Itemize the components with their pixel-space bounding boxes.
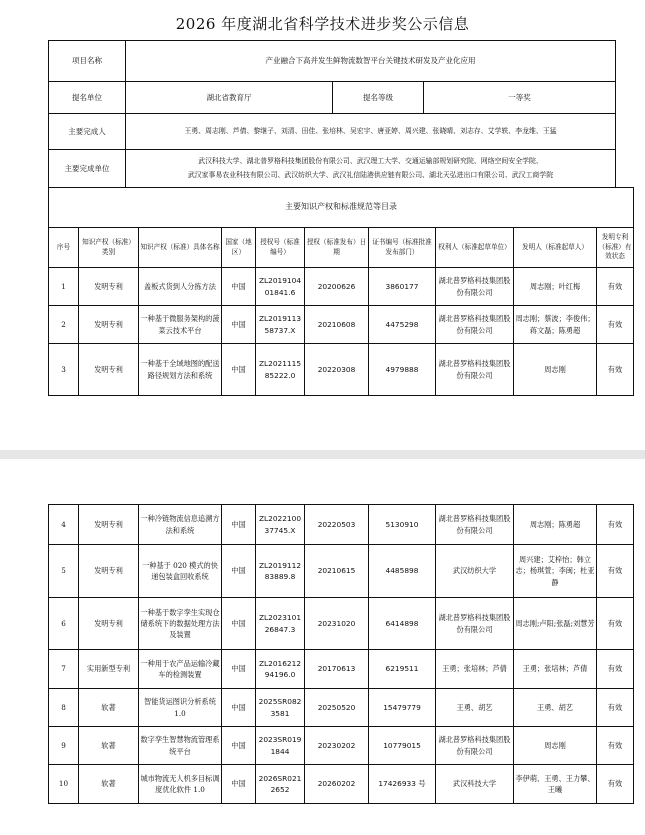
cell-type: 发明专利 bbox=[79, 545, 139, 598]
cell-name: 一种基于微服务架构的菠菜云技术平台 bbox=[139, 306, 222, 344]
cell-name: 盖板式货到人分拣方法 bbox=[139, 268, 222, 306]
cell-no: 6 bbox=[49, 598, 79, 650]
project-name-label: 项目名称 bbox=[49, 41, 126, 82]
cell-holder: 武汉纺织大学 bbox=[436, 545, 514, 598]
cell-date: 20210608 bbox=[305, 306, 369, 344]
cell-date: 20250520 bbox=[305, 689, 369, 727]
cell-auth-no: 2025SR0823581 bbox=[256, 689, 305, 727]
cell-cert: 4485898 bbox=[369, 545, 436, 598]
main-units-line-2: 武汉家事易农业科技有限公司、武汉纺织大学、武汉礼信陆港供应链有限公司、湖北天弘进出口有限公司、武汉工商学院 bbox=[187, 170, 554, 179]
cell-status: 有效 bbox=[597, 268, 634, 306]
cell-country: 中国 bbox=[222, 765, 256, 804]
nominator-label: 提名单位 bbox=[49, 82, 126, 114]
col-header-status: 发明专利（标准）有效状态 bbox=[597, 228, 634, 268]
cell-country: 中国 bbox=[222, 598, 256, 650]
table-row bbox=[49, 727, 634, 765]
nominator-value: 湖北省教育厅 bbox=[126, 82, 333, 114]
cell-type: 发明专利 bbox=[79, 598, 139, 650]
cell-inventors: 周志刚；蔡波；李俊伟；蒋文磊；陈勇超 bbox=[514, 306, 597, 344]
cell-inventors: 周志刚 bbox=[514, 344, 597, 396]
cell-inventors: 王勇；张培林；芦倩 bbox=[514, 650, 597, 689]
cell-no: 3 bbox=[49, 344, 79, 396]
document-title: 2026 年度湖北省科学技术进步奖公示信息 bbox=[175, 15, 470, 33]
cell-name: 一种基于 020 模式的快递包装盒回收系统 bbox=[139, 545, 222, 598]
cell-name: 一种用于农产品运输冷藏车的检测装置 bbox=[139, 650, 222, 689]
cell-no: 1 bbox=[49, 268, 79, 306]
cell-cert: 5130910 bbox=[369, 505, 436, 545]
cell-country: 中国 bbox=[222, 727, 256, 765]
cell-type: 发明专利 bbox=[79, 344, 139, 396]
cell-name: 一种冷链物流信息追溯方法和系统 bbox=[139, 505, 222, 545]
cell-auth-no: 2026SR0212652 bbox=[256, 765, 305, 804]
cell-date: 20231020 bbox=[305, 598, 369, 650]
table-row bbox=[49, 306, 634, 344]
cell-status: 有效 bbox=[597, 727, 634, 765]
cell-holder: 湖北普罗格科技集团股份有限公司 bbox=[436, 306, 514, 344]
cell-status: 有效 bbox=[597, 505, 634, 545]
cell-no: 4 bbox=[49, 505, 79, 545]
cell-no: 2 bbox=[49, 306, 79, 344]
cell-no: 10 bbox=[49, 765, 79, 804]
col-header-auth-no: 授权号（标准编号） bbox=[256, 228, 305, 268]
project-info-table bbox=[48, 40, 616, 188]
col-header-type: 知识产权（标准）类别 bbox=[79, 228, 139, 268]
cell-inventors: 李伊萌、王勇、王力攀、王曦 bbox=[514, 765, 597, 804]
col-header-country: 国家（地区） bbox=[222, 228, 256, 268]
cell-status: 有效 bbox=[597, 765, 634, 804]
cell-inventors: 周志刚；叶红梅 bbox=[514, 268, 597, 306]
cell-status: 有效 bbox=[597, 545, 634, 598]
cell-no: 9 bbox=[49, 727, 79, 765]
table-row bbox=[49, 545, 634, 598]
main-contributors-row bbox=[49, 114, 616, 150]
project-name-value: 产业融合下高并发生鲜物流数智平台关键技术研发及产业化应用 bbox=[126, 41, 616, 82]
nomination-level-value: 一等奖 bbox=[424, 82, 616, 114]
table-row bbox=[49, 765, 634, 804]
cell-status: 有效 bbox=[597, 650, 634, 689]
cell-inventors: 周志刚;卢阳;张磊;刘慧芳 bbox=[514, 598, 597, 650]
cell-country: 中国 bbox=[222, 306, 256, 344]
cell-country: 中国 bbox=[222, 650, 256, 689]
cell-type: 发明专利 bbox=[79, 505, 139, 545]
cell-country: 中国 bbox=[222, 545, 256, 598]
cell-country: 中国 bbox=[222, 268, 256, 306]
cell-auth-no: ZL202111585222.0 bbox=[256, 344, 305, 396]
cell-inventors: 周志刚；陈勇超 bbox=[514, 505, 597, 545]
cell-type: 发明专利 bbox=[79, 306, 139, 344]
cell-cert: 4979888 bbox=[369, 344, 436, 396]
cell-cert: 4475298 bbox=[369, 306, 436, 344]
main-units-label: 主要完成单位 bbox=[49, 150, 126, 188]
cell-date: 20220308 bbox=[305, 344, 369, 396]
cell-cert: 17426933 号 bbox=[369, 765, 436, 804]
nominator-row bbox=[49, 82, 616, 114]
table-row bbox=[49, 598, 634, 650]
ip-section-title: 主要知识产权和标准规范等目录 bbox=[49, 188, 634, 228]
cell-cert: 3860177 bbox=[369, 268, 436, 306]
table-row bbox=[49, 650, 634, 689]
nomination-level-label: 提名等级 bbox=[333, 82, 424, 114]
cell-auth-no: 2023SR0191844 bbox=[256, 727, 305, 765]
cell-date: 20170613 bbox=[305, 650, 369, 689]
cell-inventors: 王勇、胡艺 bbox=[514, 689, 597, 727]
col-header-date: 授权（标准发布）日期 bbox=[305, 228, 369, 268]
main-contributors-value: 王勇、周志刚、芦倩、黎继子、刘清、田佳、张培林、吴宏宇、唐亚婷、周兴建、张晓晴、刘志存、艾学轶、李龙维、王猛 bbox=[126, 114, 616, 150]
cell-inventors: 周兴建；艾梓怡；韩立志；杨琪萱；李闽；杜亚静 bbox=[514, 545, 597, 598]
cell-name: 一种基于数字孪生实现仓储系统下的数据处理方法及装置 bbox=[139, 598, 222, 650]
cell-country: 中国 bbox=[222, 344, 256, 396]
main-contributors-label: 主要完成人 bbox=[49, 114, 126, 150]
cell-auth-no: ZL201621294196.0 bbox=[256, 650, 305, 689]
cell-status: 有效 bbox=[597, 598, 634, 650]
table-row bbox=[49, 268, 634, 306]
cell-no: 8 bbox=[49, 689, 79, 727]
cell-auth-no: ZL201911358737.X bbox=[256, 306, 305, 344]
main-units-line-1: 武汉科技大学、湖北普罗格科技集团股份有限公司、武汉理工大学、交通运输部规划研究院、网络空间安全学院、 bbox=[198, 157, 543, 166]
cell-date: 20260202 bbox=[305, 765, 369, 804]
cell-name: 城市物流无人机多目标调度优化软件 1.0 bbox=[139, 765, 222, 804]
cell-type: 软著 bbox=[79, 765, 139, 804]
cell-type: 实用新型专利 bbox=[79, 650, 139, 689]
cell-cert: 6414898 bbox=[369, 598, 436, 650]
cell-auth-no: ZL202210037745.X bbox=[256, 505, 305, 545]
table-row bbox=[49, 344, 634, 396]
cell-type: 发明专利 bbox=[79, 268, 139, 306]
cell-holder: 武汉科技大学 bbox=[436, 765, 514, 804]
ip-table-part-2 bbox=[48, 504, 634, 804]
cell-cert: 15479779 bbox=[369, 689, 436, 727]
cell-no: 7 bbox=[49, 650, 79, 689]
cell-date: 20220503 bbox=[305, 505, 369, 545]
project-name-row bbox=[49, 41, 616, 82]
cell-status: 有效 bbox=[597, 306, 634, 344]
cell-holder: 湖北普罗格科技集团股份有限公司 bbox=[436, 344, 514, 396]
cell-type: 软著 bbox=[79, 727, 139, 765]
cell-auth-no: ZL202310126847.3 bbox=[256, 598, 305, 650]
col-header-holder: 权利人（标准起草单位） bbox=[436, 228, 514, 268]
cell-name: 数字孪生智慧物流管理系统平台 bbox=[139, 727, 222, 765]
table-row bbox=[49, 505, 634, 545]
col-header-cert: 证书编号（标准批准发布部门） bbox=[369, 228, 436, 268]
ip-section-title-row bbox=[49, 188, 634, 228]
cell-country: 中国 bbox=[222, 689, 256, 727]
ip-table-header bbox=[49, 228, 634, 268]
cell-cert: 6219511 bbox=[369, 650, 436, 689]
cell-holder: 湖北普罗格科技集团股份有限公司 bbox=[436, 727, 514, 765]
cell-holder: 湖北普罗格科技集团股份有限公司 bbox=[436, 268, 514, 306]
cell-name: 智能货运图识分析系统 1.0 bbox=[139, 689, 222, 727]
cell-holder: 王勇；张培林；芦倩 bbox=[436, 650, 514, 689]
cell-cert: 10779015 bbox=[369, 727, 436, 765]
cell-status: 有效 bbox=[597, 344, 634, 396]
main-units-row bbox=[49, 150, 616, 188]
cell-holder: 湖北普罗格科技集团股份有限公司 bbox=[436, 505, 514, 545]
col-header-no: 序号 bbox=[49, 228, 79, 268]
cell-type: 软著 bbox=[79, 689, 139, 727]
cell-country: 中国 bbox=[222, 505, 256, 545]
cell-inventors: 周志刚 bbox=[514, 727, 597, 765]
page-separator bbox=[0, 450, 645, 459]
cell-auth-no: ZL201910401841.6 bbox=[256, 268, 305, 306]
cell-date: 20230202 bbox=[305, 727, 369, 765]
cell-holder: 湖北普罗格科技集团股份有限公司 bbox=[436, 598, 514, 650]
cell-auth-no: ZL201911283889.8 bbox=[256, 545, 305, 598]
ip-table-part-1 bbox=[48, 187, 634, 396]
cell-date: 20210615 bbox=[305, 545, 369, 598]
col-header-inventors: 发明人（标准起草人） bbox=[514, 228, 597, 268]
col-header-name: 知识产权（标准）具体名称 bbox=[139, 228, 222, 268]
cell-status: 有效 bbox=[597, 689, 634, 727]
table-row bbox=[49, 689, 634, 727]
main-units-value bbox=[126, 150, 616, 188]
cell-no: 5 bbox=[49, 545, 79, 598]
document-page-2 bbox=[0, 459, 645, 835]
cell-name: 一种基于全域地图的配送路径规划方法和系统 bbox=[139, 344, 222, 396]
cell-holder: 王勇、胡艺 bbox=[436, 689, 514, 727]
cell-date: 20200626 bbox=[305, 268, 369, 306]
